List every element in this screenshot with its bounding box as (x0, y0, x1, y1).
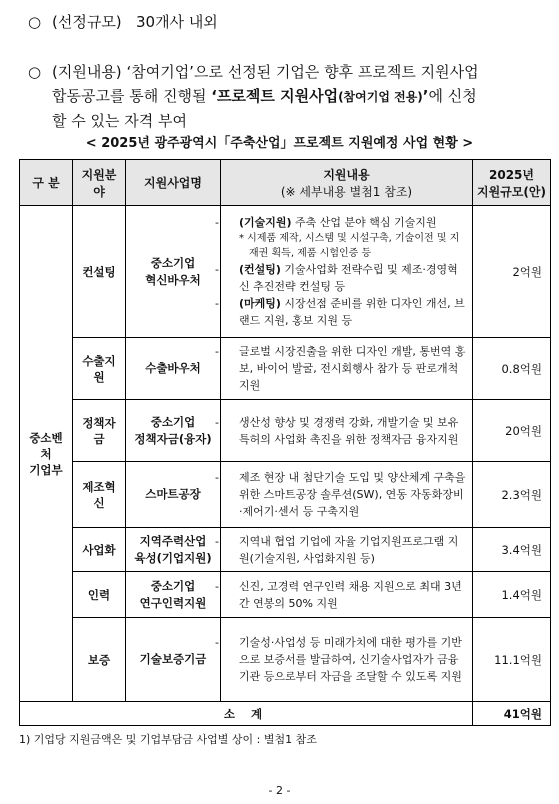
content-item-text: 주축 산업 분야 핵심 기술지원 (291, 216, 437, 229)
support-line-2-pre: 합동공고를 통해 진행될 (52, 87, 212, 105)
content-item-heading: (기술지원) (239, 216, 292, 229)
support-line-2-tail: 에 신청 (428, 87, 477, 105)
program-cell (126, 206, 221, 338)
support-line-3: 할 수 있는 자격 부여 (52, 112, 187, 130)
dash-bullet: - (215, 297, 219, 310)
program-cell (126, 528, 221, 572)
content-note: * 시제품 제작, 시스템 및 시설구축, 기술이전 및 지재권 획득, 제품 시험인증 등 (239, 233, 460, 259)
table-caption: < 2025년 광주광역시「주축산업」프로젝트 지원예정 사업 현황 > (85, 136, 474, 151)
content-cell (215, 462, 473, 528)
header-program: 지원사업명 (126, 160, 221, 206)
dash-bullet: - (215, 263, 219, 276)
program-line-2: 육성(기업지원) (134, 550, 212, 565)
program-cell (126, 400, 221, 462)
support-bullet (28, 60, 548, 133)
content-item-text: 지역내 협업 기업에 자율 기업지원프로그램 지원(기술지원, 사업화지원 등) (239, 534, 459, 565)
content-item-text: 신진, 고경력 연구인력 채용 지원으로 최대 3년간 연봉의 50% 지원 (239, 579, 462, 610)
content-item (215, 295, 466, 329)
category-cell (20, 206, 73, 702)
program-cell (126, 572, 221, 618)
field-cell: 사업화 (73, 528, 126, 572)
program-line-1: 중소기업 (150, 414, 196, 429)
field-cell: 수출지원 (73, 338, 126, 400)
support-line-2-close: ’ (422, 87, 429, 105)
table-row (20, 338, 551, 400)
program-line-2: 혁신바우처 (145, 272, 201, 287)
support-line-2-small: (참여기업 전용) (338, 90, 423, 104)
header-scale (473, 160, 551, 206)
header-content-title: 지원내용 (323, 167, 370, 182)
category-line-2: 기업부 (29, 462, 63, 477)
content-cell (215, 206, 473, 338)
amount-cell: 11.1억원 (473, 618, 551, 702)
content-item-heading: (마케팅) (239, 297, 281, 310)
program-line-1: 중소기업 (150, 578, 196, 593)
header-scale-year: 2025년 (489, 167, 534, 182)
content-item (215, 214, 466, 231)
amount-cell: 20억원 (473, 400, 551, 462)
content-item-heading: (컨설팅) (239, 263, 281, 276)
table-row (20, 400, 551, 462)
content-item-text: 기술성·사업성 등 미래가치에 대한 평가를 기반으로 보증서를 발급하여, 신기술사업자가 금융기관 등으로부터 자금을 조달할 수 있도록 지원 (239, 636, 462, 683)
field-cell: 제조혁신 (73, 462, 126, 528)
amount-cell: 0.8억원 (473, 338, 551, 400)
content-cell (215, 338, 473, 400)
table-row (20, 462, 551, 528)
content-item (215, 533, 466, 567)
dash-bullet: - (215, 579, 219, 593)
amount-cell: 2.3억원 (473, 462, 551, 528)
page-number: - 2 - (268, 784, 291, 797)
header-field: 지원분야 (73, 160, 126, 206)
header-content-note: (※ 세부내용 별첨1 참조) (280, 184, 413, 199)
content-item-text: 기술사업화 전략수립 및 제조·경영혁신 추진전략 컨설팅 등 (239, 263, 458, 293)
dash-bullet: - (215, 636, 219, 649)
field-cell: 보증 (73, 618, 126, 702)
program-line-1: 지역주력산업 (139, 533, 207, 548)
total-label: 소 계 (20, 702, 473, 726)
table-row (20, 528, 551, 572)
footnote: 1) 기업당 지원금액은 및 기업부담금 사업별 상이 : 별첨1 참조 (19, 733, 317, 746)
dash-bullet: - (215, 534, 219, 548)
content-item (215, 261, 466, 295)
content-item (215, 634, 466, 685)
content-item-text: 시장선점 준비를 위한 디자인 개선, 브랜드 지원, 홍보 지원 등 (239, 297, 465, 327)
content-item-text: 글로벌 시장진출을 위한 디자인 개발, 통번역 홍보, 바이어 발굴, 전시회행사 참가 등 판로개척 지원 (239, 345, 466, 392)
header-category: 구 분 (20, 160, 73, 206)
content-cell (215, 618, 473, 702)
program-line-2: 연구인력지원 (139, 595, 207, 610)
table-row (20, 618, 551, 702)
amount-cell: 1.4억원 (473, 572, 551, 618)
dash-bullet: - (215, 345, 219, 358)
header-scale-label: 지원규모(안) (477, 184, 546, 199)
table-header-row (20, 160, 551, 206)
program-cell (126, 462, 221, 528)
content-cell (215, 400, 473, 462)
program-cell (126, 338, 221, 400)
content-item (215, 469, 466, 520)
circle-bullet-icon: ○ (28, 13, 42, 31)
program-line-1: 중소기업 (150, 255, 196, 270)
support-line-1: ‘참여기업’으로 선정된 기업은 향후 프로젝트 지원사업 (126, 63, 479, 81)
total-row (20, 702, 551, 726)
scale-value: 30개사 내외 (135, 13, 218, 31)
program-cell (126, 618, 221, 702)
program-line-1: 스마트공장 (145, 487, 201, 501)
content-item-text: 생산성 향상 및 경쟁력 강화, 개발기술 및 보유 특허의 사업화 촉진을 위한 정책자금 융자지원 (239, 415, 459, 446)
support-program-table (19, 159, 551, 726)
amount-cell: 3.4억원 (473, 528, 551, 572)
table-body (20, 206, 551, 726)
content-cell (215, 572, 473, 618)
scale-label: (선정규모) (52, 13, 122, 31)
support-line-2-bold: ‘프로젝트 지원사업 (211, 87, 339, 105)
content-item (215, 343, 466, 394)
support-label: (지원내용) (52, 63, 122, 81)
program-line-2: 정책자금(융자) (134, 431, 212, 446)
dash-bullet: - (215, 471, 219, 484)
content-cell (215, 528, 473, 572)
dash-bullet: - (215, 216, 219, 229)
scale-bullet (28, 10, 218, 34)
field-cell: 정책자금 (73, 400, 126, 462)
total-amount: 41억원 (473, 702, 551, 726)
category-line-1: 중소벤처 (29, 430, 63, 461)
dash-bullet: - (215, 415, 219, 429)
field-cell: 컨설팅 (73, 206, 126, 338)
header-content (221, 160, 473, 206)
content-item-text: 제조 현장 내 첨단기술 도입 및 양산체계 구축을 위한 스마트공장 솔루션(SW), 연동 자동화장비·제어기·센서 등 구축지원 (239, 471, 466, 518)
amount-cell: 2억원 (473, 206, 551, 338)
table-row (20, 206, 551, 338)
program-line-1: 기술보증기금 (139, 652, 207, 666)
field-cell: 인력 (73, 572, 126, 618)
content-item (215, 578, 466, 612)
table-row (20, 572, 551, 618)
content-item (215, 414, 466, 448)
circle-bullet-icon: ○ (28, 63, 42, 81)
program-line-1: 수출바우처 (145, 361, 201, 375)
